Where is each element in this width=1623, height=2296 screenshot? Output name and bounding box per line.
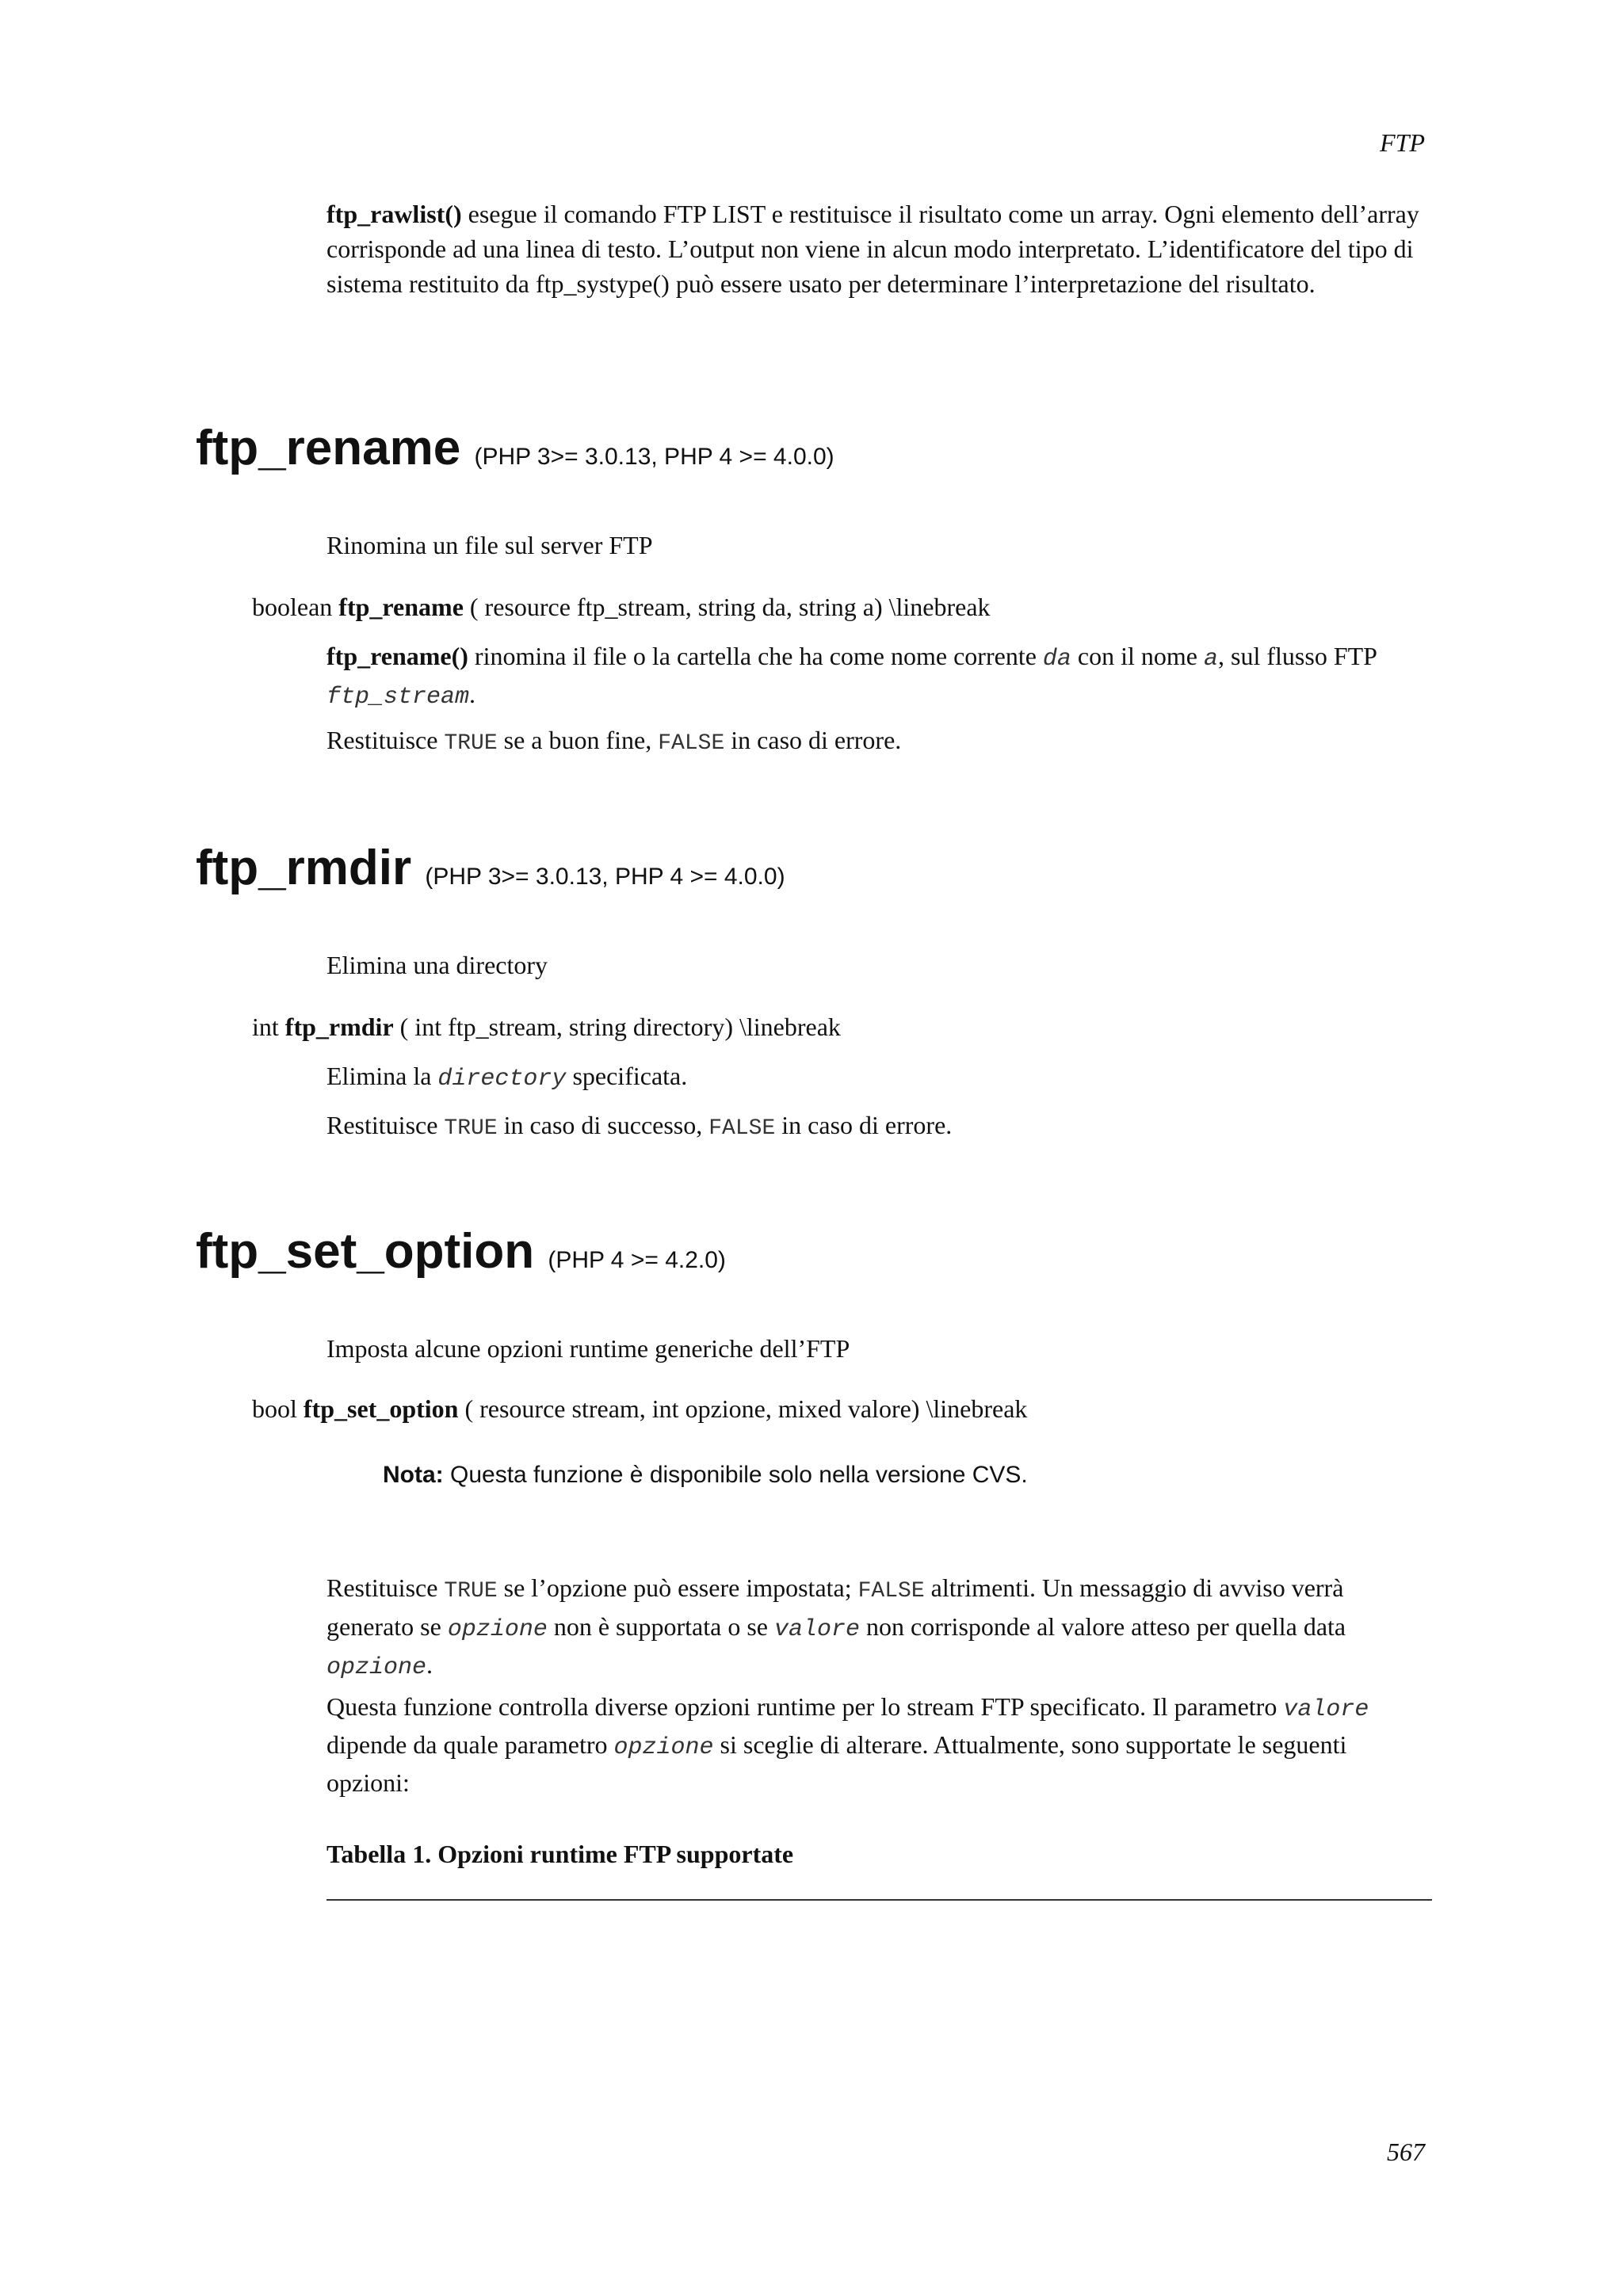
page-number: 567 xyxy=(1387,2138,1425,2166)
param-opzione: opzione xyxy=(613,1734,714,1761)
summary-ftp-set-option: Imposta alcune opzioni runtime generiche dell’FTP xyxy=(327,1334,850,1363)
running-header: FTP xyxy=(1380,128,1425,157)
version-info: (PHP 4 >= 4.2.0) xyxy=(548,1247,726,1273)
return-ftp-rmdir: Restituisce TRUE in caso di successo, FALSE in caso di errore. xyxy=(327,1111,953,1141)
param-directory: directory xyxy=(437,1066,567,1093)
const-false: FALSE xyxy=(857,1579,925,1604)
heading-ftp-rename: ftp_rename (PHP 3>= 3.0.13, PHP 4 >= 4.0.0) xyxy=(196,421,834,475)
synopsis-ftp-rename: boolean ftp_rename ( resource ftp_stream, string da, string a) \linebreak xyxy=(252,593,991,621)
table-rule xyxy=(327,1899,1432,1901)
function-ref: ftp_rawlist() xyxy=(327,200,462,228)
param-valore: valore xyxy=(774,1616,861,1643)
heading-ftp-rmdir: ftp_rmdir (PHP 3>= 3.0.13, PHP 4 >= 4.0.0) xyxy=(196,841,785,895)
control-description: Questa funzione controlla diverse opzioni runtime per lo stream FTP specificato. Il parametro valore dipende da quale parametro opzione si sceglie di alterare. Attualmente, sono supportate le seguenti opzioni: xyxy=(327,1692,1369,1797)
const-true: TRUE xyxy=(444,731,498,756)
const-true: TRUE xyxy=(444,1579,498,1604)
table-caption: Tabella 1. Opzioni runtime FTP supportate xyxy=(327,1840,794,1868)
version-info: (PHP 3>= 3.0.13, PHP 4 >= 4.0.0) xyxy=(474,444,834,470)
summary-ftp-rename: Rinomina un file sul server FTP xyxy=(327,531,653,559)
note-label: Nota: xyxy=(383,1462,444,1488)
synopsis-ftp-set-option: bool ftp_set_option ( resource stream, int opzione, mixed valore) \linebreak xyxy=(252,1394,1028,1423)
version-info: (PHP 3>= 3.0.13, PHP 4 >= 4.0.0) xyxy=(425,864,785,890)
synopsis-ftp-rmdir: int ftp_rmdir ( int ftp_stream, string directory) \linebreak xyxy=(252,1013,841,1041)
const-false: FALSE xyxy=(708,1116,776,1141)
const-false: FALSE xyxy=(658,731,725,756)
description-ftp-rename: ftp_rename() rinomina il file o la cartella che ha come nome corrente da con il nome a, sul flusso FTP ftp_stream. xyxy=(327,642,1377,711)
rawlist-description: ftp_rawlist() esegue il comando FTP LIST e restituisce il risultato come un array. Ogni elemento dell’array corrisponde ad una linea di testo. L’output non viene in alcun modo interpretato. L’identificatore del tipo di sistema restituito da ftp_systype() può essere usato per determinare l’interpretazione del risultato. xyxy=(327,200,1419,298)
const-true: TRUE xyxy=(444,1116,498,1141)
return-ftp-set-option: Restituisce TRUE se l’opzione può essere impostata; FALSE altrimenti. Un messaggio di avviso verrà generato se opzione non è supportata o se valore non corrisponde al valore atteso per quella data opzione. xyxy=(327,1573,1346,1681)
heading-ftp-set-option: ftp_set_option (PHP 4 >= 4.2.0) xyxy=(196,1224,726,1279)
param-ftp-stream: ftp_stream xyxy=(327,684,470,711)
note-box: Nota: Questa funzione è disponibile solo nella versione CVS. xyxy=(383,1462,1028,1488)
param-da: da xyxy=(1042,646,1071,673)
param-a: a xyxy=(1204,646,1219,673)
param-opzione: opzione xyxy=(327,1654,427,1681)
return-ftp-rename: Restituisce TRUE se a buon fine, FALSE in caso di errore. xyxy=(327,726,902,756)
param-opzione: opzione xyxy=(447,1616,548,1643)
description-ftp-rmdir: Elimina la directory specificata. xyxy=(327,1062,688,1093)
param-valore: valore xyxy=(1283,1696,1369,1723)
summary-ftp-rmdir: Elimina una directory xyxy=(327,951,548,979)
